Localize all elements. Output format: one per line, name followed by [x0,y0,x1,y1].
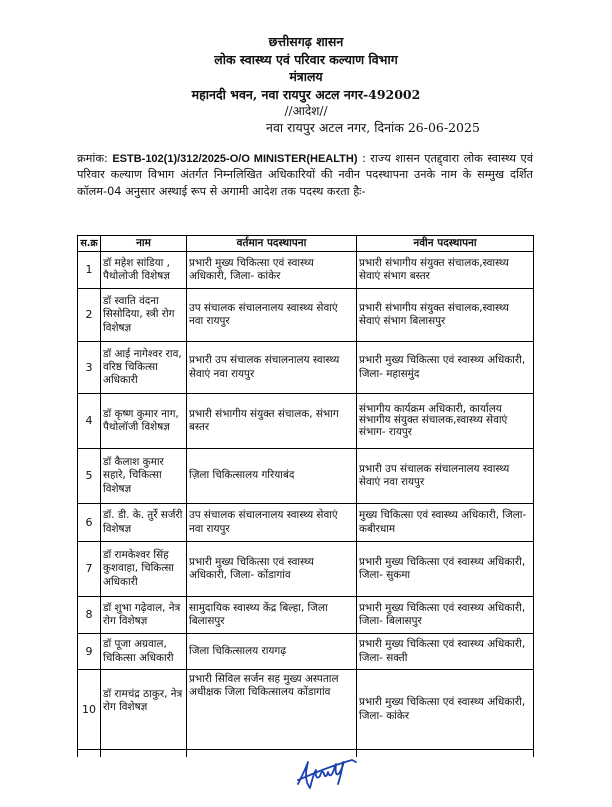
serial-number: 1 [78,252,101,289]
new-posting: प्रभारी उप संचालक संचालनालय स्वास्थ्य सेवाएं नवा रायपुर [357,449,534,504]
column-header-current-posting: वर्तमान पदस्थापना [187,236,357,252]
officer-name: डॉ रामचंद्र ठाकुर, नेत्र रोग विशेषज्ञ [101,670,187,750]
officer-name: डॉ महेश सांडिया , पैथोलोजी विशेषज्ञ [101,252,187,289]
signature [290,750,360,800]
table-row [78,597,534,634]
new-posting: प्रभारी संभागीय संयुक्त संचालक,स्वास्थ्य सेवाएं संभाग बस्तर [357,252,534,289]
new-posting: प्रभारी मुख्य चिकित्सा एवं स्वास्थ्य अधिकारी, जिला- सक्ती [357,634,534,670]
table-row [78,342,534,394]
new-posting: प्रभारी मुख्य चिकित्सा एवं स्वास्थ्य अधिकारी, जिला- कांकेर [357,670,534,750]
serial-number: 6 [78,504,101,542]
officer-name: डॉ रामकेश्वर सिंह कुशवाहा, चिकित्सा अधिकारी [101,542,187,597]
current-posting: सामुदायिक स्वास्थ्य केंद्र बिल्हा, जिला बिलासपुर [187,597,357,634]
reference-number: ESTB-102(1)/312/2025-O/O MINISTER(HEALTH) [112,153,358,165]
serial-number: 9 [78,634,101,670]
table-row [78,394,534,449]
table-cell-empty [78,750,101,758]
officer-name: डॉ शुभा गढ़ेवाल, नेत्र रोग विशेषज्ञ [101,597,187,634]
new-posting: संभागीय कार्यक्रम अधिकारी, कार्यालय संभागीय संयुक्त संचालक,स्वास्थ्य सेवाएं संभाग- रायपुर [357,394,534,449]
current-posting: ज़िला चिकित्सालय गरियाबंद [187,449,357,504]
serial-number: 7 [78,542,101,597]
table-row [78,542,534,597]
new-posting: प्रभारी मुख्य चिकित्सा एवं स्वास्थ्य अधिकारी, जिला- बिलासपुर [357,597,534,634]
table-row [78,634,534,670]
reference-label: क्रमांक: [77,152,108,165]
table-row [78,670,534,750]
department-name: लोक स्वास्थ्य एवं परिवार कल्याण विभाग [214,51,398,67]
office-address: महानदी भवन, नवा रायपुर अटल नगर-492002 [191,86,421,102]
table-cell-empty [357,750,534,758]
current-posting: प्रभारी सिविल सर्जन सह मुख्य अस्पताल अधीक्षक जिला चिकित्सालय कोंडागांव [187,670,357,750]
serial-number: 8 [78,597,101,634]
new-posting: मुख्य चिकित्सा एवं स्वास्थ्य अधिकारी, जिला- कबीरधाम [357,504,534,542]
serial-number: 10 [78,670,101,750]
current-posting: जिला चिकित्सालय रायगढ़ [187,634,357,670]
table-row [78,289,534,342]
document-header [0,33,612,121]
serial-number: 4 [78,394,101,449]
serial-number: 2 [78,289,101,342]
officer-name: डॉ कैलाश कुमार सहारे, चिकित्सा विशेषज्ञ [101,449,187,504]
government-name: छत्तीसगढ़ शासन [268,34,344,49]
postings-table [77,235,534,757]
intro-body: : राज्य शासन एतद्द्वारा लोक स्वास्थ्य एवं परिवार कल्याण विभाग अंतर्गत निम्नलिखित अधिकारियों की नवीन पदस्थापना उनके नाम के सम्मुख दर्शित कॉलम-04 अनुसार अस्थाई रूप से अगामी आदेश तक पदस्थ करता हैः- [77,152,533,198]
current-posting: प्रभारी उप संचालक संचालनालय स्वास्थ्य सेवाएं नवा रायपुर [187,342,357,394]
current-posting: प्रभारी मुख्य चिकित्सा एवं स्वास्थ्य अधिकारी, जिला- कोंडागांव [187,542,357,597]
column-header-name: नाम [101,236,187,252]
table-row [78,252,534,289]
signature-icon [290,750,360,800]
new-posting: प्रभारी संभागीय संयुक्त संचालक,स्वास्थ्य सेवाएं संभाग बिलासपुर [357,289,534,342]
officer-name: डॉ कृष्ण कुमार नाग, पैथोलॉजी विशेषज्ञ [101,394,187,449]
serial-number: 5 [78,449,101,504]
column-header-serial: स.क्र [78,236,101,252]
officer-name: डॉ पूजा अग्रवाल, चिकित्सा अधिकारी [101,634,187,670]
new-posting: प्रभारी मुख्य चिकित्सा एवं स्वास्थ्य अधिकारी, जिला- महासमुंद [357,342,534,394]
order-title: //आदेश// [284,104,328,118]
current-posting: प्रभारी मुख्य चिकित्सा एवं स्वास्थ्य अधिकारी, जिला- कांकेर [187,252,357,289]
current-posting: प्रभारी संभागीय संयुक्त संचालक, संभाग बस्तर [187,394,357,449]
table-cell-empty [101,750,187,758]
ministry-name: मंत्रालय [289,69,323,84]
officer-name: डॉ स्वाति वंदना सिसोदिया, स्त्री रोग विशेषज्ञ [101,289,187,342]
current-posting: उप संचालक संचालनालय स्वास्थ्य सेवाएं नवा रायपुर [187,504,357,542]
serial-number: 3 [78,342,101,394]
table-row [78,449,534,504]
table-row [78,504,534,542]
new-posting: प्रभारी मुख्य चिकित्सा एवं स्वास्थ्य अधिकारी, जिला- सुकमा [357,542,534,597]
current-posting: उप संचालक संचालनालय स्वास्थ्य सेवाएं नवा रायपुर [187,289,357,342]
officer-name: डॉ आई नागेश्वर राव, वरिष्ठ चिकित्सा अधिकारी [101,342,187,394]
table-header-row [78,236,534,252]
order-intro [77,151,533,200]
column-header-new-posting: नवीन पदस्थापना [357,236,534,252]
officer-name: डॉ. डी. के. तुर्रे सर्जरी विशेषज्ञ [101,504,187,542]
place-date: नवा रायपुर अटल नगर, दिनांक 26-06-2025 [266,120,480,135]
